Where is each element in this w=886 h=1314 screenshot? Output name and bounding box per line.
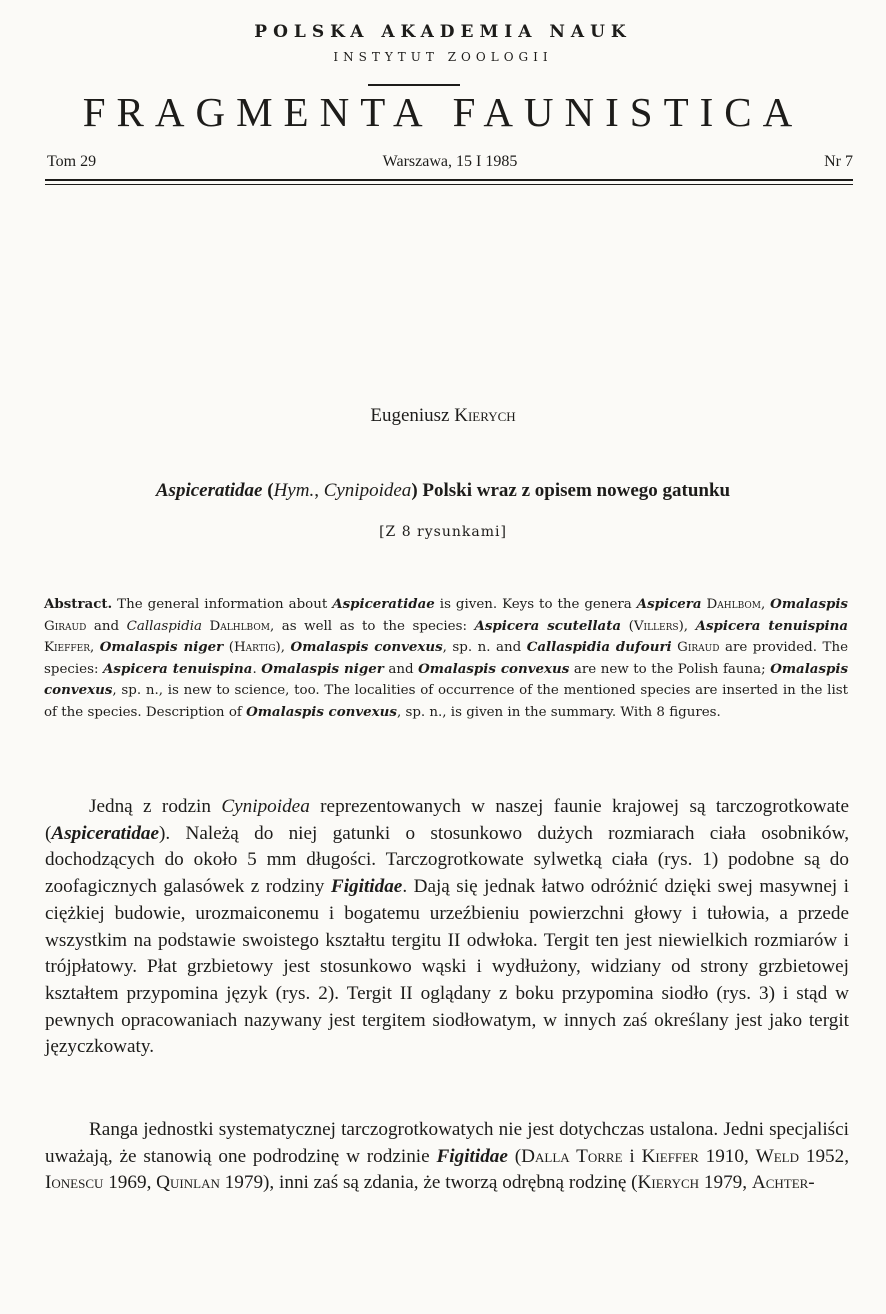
text-run: 1952, xyxy=(799,1145,850,1167)
abstract xyxy=(44,594,848,723)
volume-number: Tom 29 xyxy=(47,153,97,170)
masthead-rule-thin xyxy=(45,184,853,185)
text-run: Aspicera tenuispina xyxy=(695,617,848,634)
place-and-date: Warszawa, 15 I 1985 xyxy=(382,153,518,170)
text-run: , sp. n., is given in the summary. With 8 figures. xyxy=(396,704,721,720)
masthead-rule-thick xyxy=(45,179,853,181)
title-comma: , xyxy=(314,480,324,501)
text-run: , xyxy=(89,640,100,655)
text-run: ), xyxy=(275,640,291,655)
text-run: Callaspidia dufouri xyxy=(526,639,672,655)
text-run: Omalaspis convexus xyxy=(418,660,570,677)
text-run: are new to the Polish fauna; xyxy=(569,661,771,677)
text-run: Abstract. xyxy=(44,596,113,612)
title-taxon: Aspiceratidae xyxy=(155,480,263,501)
academy-name: POLSKA AKADEMIA NAUK xyxy=(254,22,632,42)
text-run: Quinlan xyxy=(156,1172,220,1194)
issue-number: Nr 7 xyxy=(824,153,853,170)
article-title xyxy=(0,480,886,502)
text-run: Aspicera scutellata xyxy=(474,617,622,634)
title-hym: Hym. xyxy=(273,480,315,501)
text-run xyxy=(202,619,210,634)
text-run: Callaspidia xyxy=(126,618,202,634)
text-run: Achter- xyxy=(751,1172,815,1194)
text-run: ( xyxy=(621,618,634,634)
text-run: Cynipoidea xyxy=(221,796,310,817)
text-run: is given. Keys to the genera xyxy=(434,597,637,612)
text-run: reprezentowanych w naszej faunie krajowej są tarczogrotkowate ( xyxy=(45,796,850,844)
body-paragraph-1 xyxy=(45,794,849,1061)
header-divider xyxy=(368,84,460,86)
journal-title: FRAGMENTA FAUNISTICA xyxy=(82,89,804,135)
text-run: , as well as to the species: xyxy=(269,618,475,634)
text-run: Ranga jednostki systematycznej tarczogrotkowatych nie jest dotychczas ustalona. Jedni specjaliści uważają, że stanowią one podrodzinę w rodzinie xyxy=(45,1119,849,1167)
text-run: Villers xyxy=(633,618,679,634)
text-run: Kierych xyxy=(637,1172,700,1194)
text-run: Figitidae xyxy=(436,1145,508,1167)
text-run: ( xyxy=(507,1145,522,1167)
text-run: ), xyxy=(678,618,696,634)
title-paren-close: ) xyxy=(411,480,418,501)
text-run: and xyxy=(86,618,127,634)
text-run: . Dają się jednak łatwo odróżnić dzięki swej masywnej i ciężkiej budowie, urozmaiconemu i bogatemu urzeźbieniu powierzchni głowy i tułowia, a przede wszystkim na podstawie swoistego kształtu tergitu II odwłoka. Tergit ten jest niewielkich rozmiarów i trójpłatowy. Płat grzbietowy jest stosunkowo wąski i wydłużony, widziany od strony grzbietowej kształtem przypomina język (rys. 2). Tergit II oglądany z boku przypomina siodło (rys. 3) i stąd w pewnych opracowaniach nazywany jest tergitem siodłowatym, w innych zaś określany jest jako tergit języczkowaty. xyxy=(45,876,850,1058)
text-run: , sp. n. and xyxy=(442,640,527,655)
text-run: Kieffer xyxy=(641,1145,699,1167)
text-run: Figitidae xyxy=(330,876,403,898)
text-run: Jedną z rodzin xyxy=(89,796,222,817)
text-run: Hartig xyxy=(233,640,276,655)
text-run: Aspiceratidae xyxy=(332,596,435,612)
text-run: Giraud xyxy=(677,640,720,655)
text-run: Aspiceratidae xyxy=(51,822,160,844)
text-run: ). Należą do niej gatunki o stosunkowo dużych rozmiarach ciała osobników, dochodzących do około 5 mm długości. Tarczogrotkowate sylwetką ciała (rys. 1) podobne są do zoofagicznych galasówek z rodziny xyxy=(45,822,849,898)
institute-name: INSTYTUT ZOOLOGII xyxy=(333,50,553,64)
text-run: Ionescu xyxy=(45,1172,104,1194)
text-run: 1979, xyxy=(699,1172,752,1194)
text-run: 1910, xyxy=(698,1145,756,1167)
article-author xyxy=(0,405,886,427)
text-run: Omalaspis niger xyxy=(99,639,224,655)
text-run: Dalhlbom xyxy=(209,618,270,634)
text-run: Dalla Torre xyxy=(521,1145,623,1167)
text-run: Weld xyxy=(755,1145,800,1167)
text-run: Omalaspis niger xyxy=(261,660,384,677)
text-run: The general information about xyxy=(112,597,333,612)
figures-note: [Z 8 rysunkami] xyxy=(379,524,507,540)
text-run: Giraud xyxy=(44,618,87,634)
text-run: Omalaspis convexus xyxy=(44,660,849,698)
text-run: Omalaspis xyxy=(770,596,848,612)
text-run: , sp. n., is new to science, too. The localities of occurrence of the mentioned species are inserted in the list of the species. Description of xyxy=(44,683,848,720)
author-last-name: Kierych xyxy=(454,405,516,426)
text-run: are provided. The species: xyxy=(44,640,849,677)
text-run: ( xyxy=(223,640,234,655)
body-paragraph-2 xyxy=(45,1117,849,1197)
text-run: i xyxy=(622,1145,642,1167)
text-run: , xyxy=(760,597,771,612)
text-run: Omalaspis convexus xyxy=(290,639,443,655)
title-rest: Polski wraz z opisem nowego gatunku xyxy=(417,480,731,501)
title-superfamily: Cynipoidea xyxy=(323,480,412,501)
text-run: Aspicera tenuispina xyxy=(103,660,253,677)
title-paren-open: ( xyxy=(262,480,274,501)
text-run: Omalaspis convexus xyxy=(246,703,397,720)
text-run: and xyxy=(383,661,419,677)
text-run: 1969, xyxy=(103,1172,157,1194)
text-run: . xyxy=(252,661,262,677)
text-run: Kieffer xyxy=(44,640,90,655)
author-first-name: Eugeniusz xyxy=(370,405,455,426)
text-run: Aspicera xyxy=(636,596,702,612)
text-run: 1979), inni zaś są zdania, że tworzą odrębną rodzinę ( xyxy=(219,1172,638,1194)
text-run: Dahlbom xyxy=(706,597,761,612)
